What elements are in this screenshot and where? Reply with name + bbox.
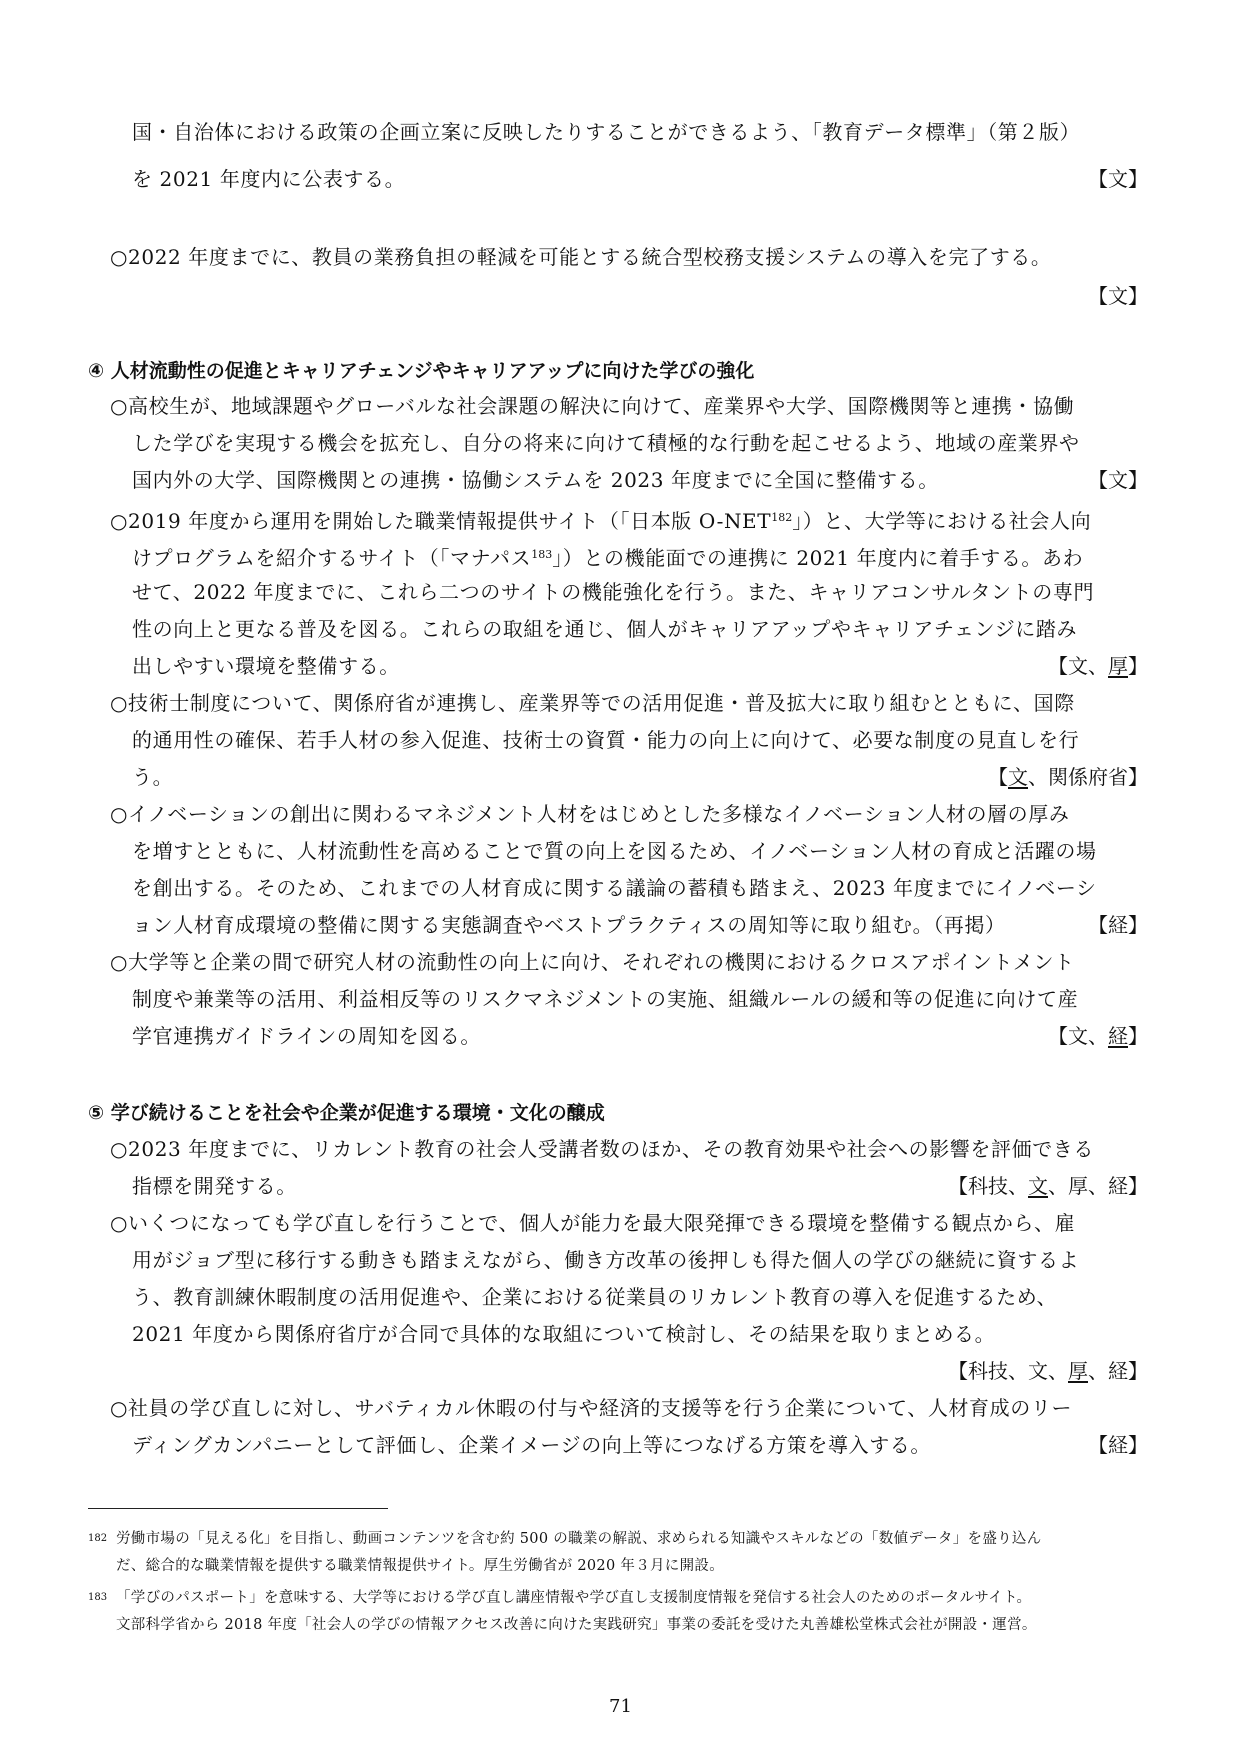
- ministry-tag: 【科技、文、厚、経】: [948, 1174, 1148, 1198]
- paragraph-line: ディングカンパニーとして評価し、企業イメージの向上等につなげる方策を導入する。: [132, 1433, 931, 1457]
- footnote-line: 労働市場の「見える化」を目指し、動画コンテンツを含む約 500 の職業の解説、求められる知識やスキルなどの「数値データ」を盛り込ん: [116, 1531, 1042, 1547]
- ministry-tag: 【経】: [1088, 913, 1148, 937]
- paragraph-line: ○社員の学び直しに対し、サバティカル休暇の付与や経済的支援等を行う企業について、人材育成のリー: [110, 1396, 1073, 1420]
- ministry-tag: 【文】: [1088, 284, 1148, 308]
- paragraph-line: ○大学等と企業の間で研究人材の流動性の向上に向け、それぞれの機関におけるクロスアポイントメント: [110, 950, 1075, 974]
- paragraph-line: 国内外の大学、国際機関との連携・協働システムを 2023 年度までに全国に整備する。: [132, 468, 939, 492]
- footnote-number: 182: [88, 1533, 108, 1544]
- ministry-tag: 【経】: [1088, 1433, 1148, 1457]
- ministry-tag: 【文】: [1088, 468, 1148, 492]
- page-number: 71: [609, 1696, 632, 1717]
- paragraph-line: 制度や兼業等の活用、利益相反等のリスクマネジメントの実施、組織ルールの緩和等の促進に向けて産: [132, 987, 1079, 1011]
- paragraph-line: ○いくつになっても学び直しを行うことで、個人が能力を最大限発揮できる環境を整備する観点から、雇: [110, 1211, 1076, 1235]
- paragraph-line: ○イノベーションの創出に関わるマネジメント人材をはじめとした多様なイノベーション人材の層の厚み: [110, 802, 1070, 826]
- paragraph-line: 出しやすい環境を整備する。: [132, 654, 400, 678]
- paragraph-line: ○2023 年度までに、リカレント教育の社会人受講者数のほか、その教育効果や社会への影響を評価できる: [110, 1137, 1095, 1161]
- section-heading-4: ④ 人材流動性の促進とキャリアチェンジやキャリアアップに向けた学びの強化: [88, 360, 755, 382]
- ministry-tag: 【文、厚】: [1048, 654, 1148, 678]
- paragraph-line: ○2022 年度までに、教員の業務負担の軽減を可能とする統合型校務支援システムの導入を完了する。: [110, 245, 1052, 269]
- paragraph-line: 学官連携ガイドラインの周知を図る。: [132, 1024, 481, 1048]
- footnote-ref-183[interactable]: 183: [531, 548, 553, 561]
- ministry-tag: 【文】: [1088, 167, 1148, 191]
- paragraph-line: 指標を開発する。: [132, 1174, 297, 1198]
- footnote-line: だ、総合的な職業情報を提供する職業情報提供サイト。厚生労働省が 2020 年３月に開設。: [116, 1558, 724, 1574]
- paragraph-line: を増すとともに、人材流動性を高めることで質の向上を図るため、イノベーション人材の育成と活躍の場: [132, 839, 1097, 863]
- ministry-tag: 【文、関係府省】: [988, 765, 1148, 789]
- paragraph-line: う。: [132, 765, 174, 789]
- paragraph-line: した学びを実現する機会を拡充し、自分の将来に向けて積極的な行動を起こせるよう、地域の産業界や: [132, 431, 1080, 455]
- paragraph-line: 的通用性の確保、若手人材の参入促進、技術士の資質・能力の向上に向けて、必要な制度の見直しを行: [132, 728, 1080, 752]
- paragraph-line: せて、2022 年度までに、これら二つのサイトの機能強化を行う。また、キャリアコンサルタントの専門: [132, 580, 1095, 604]
- paragraph-line: ○高校生が、地域課題やグローバルな社会課題の解決に向けて、産業界や大学、国際機関等と連携・協働: [110, 394, 1075, 418]
- ministry-tag: 【科技、文、厚、経】: [948, 1359, 1148, 1383]
- section-heading-5: ⑤ 学び続けることを社会や企業が促進する環境・文化の醸成: [88, 1102, 605, 1124]
- footnote-line: 文部科学省から 2018 年度「社会人の学びの情報アクセス改善に向けた実践研究」事業の委託を受けた丸善雄松堂株式会社が開設・運営。: [116, 1617, 1037, 1633]
- footnote-divider: [88, 1508, 388, 1509]
- paragraph-line: ョン人材育成環境の整備に関する実態調査やベストプラクティスの周知等に取り組む。（再掲）: [132, 913, 1006, 937]
- paragraph-line: う、教育訓練休暇制度の活用促進や、企業における従業員のリカレント教育の導入を促進するため、: [132, 1285, 1058, 1309]
- paragraph-line: ○2019 年度から運用を開始した職業情報提供サイト（「日本版 O-NET$^{182}$」）と、大学等における社会人向: [110, 509, 1092, 533]
- paragraph-line: 性の向上と更なる普及を図る。これらの取組を通じ、個人がキャリアアップやキャリアチェンジに踏み: [132, 617, 1078, 641]
- paragraph-line: を 2021 年度内に公表する。: [132, 167, 406, 191]
- footnote-line: 「学びのパスポート」を意味する、大学等における学び直し講座情報や学び直し支援制度情報を発信する社会人のためのポータルサイト。: [116, 1590, 1032, 1606]
- paragraph-line: 国・自治体における政策の企画立案に反映したりすることができるよう、「教育データ標準」（第２版）: [132, 120, 1081, 144]
- footnote-ref-182[interactable]: 182: [771, 511, 793, 524]
- footnote-number: 183: [88, 1592, 108, 1603]
- paragraph-line: けプログラムを紹介するサイト（「マナパス$^{183}$」）との機能面での連携に 2021 年度内に着手する。あわ: [132, 546, 1084, 570]
- ministry-tag: 【文、経】: [1048, 1024, 1148, 1048]
- paragraph-line: 2021 年度から関係府省庁が合同で具体的な取組について検討し、その結果を取りまとめる。: [132, 1322, 996, 1346]
- paragraph-line: を創出する。そのため、これまでの人材育成に関する議論の蓄積も踏まえ、2023 年度までにイノベーシ: [132, 876, 1097, 900]
- paragraph-line: 用がジョブ型に移行する動きも踏まえながら、働き方改革の後押しも得た個人の学びの継続に資するよ: [132, 1248, 1080, 1272]
- paragraph-line: ○技術士制度について、関係府省が連携し、産業界等での活用促進・普及拡大に取り組むとともに、国際: [110, 691, 1075, 715]
